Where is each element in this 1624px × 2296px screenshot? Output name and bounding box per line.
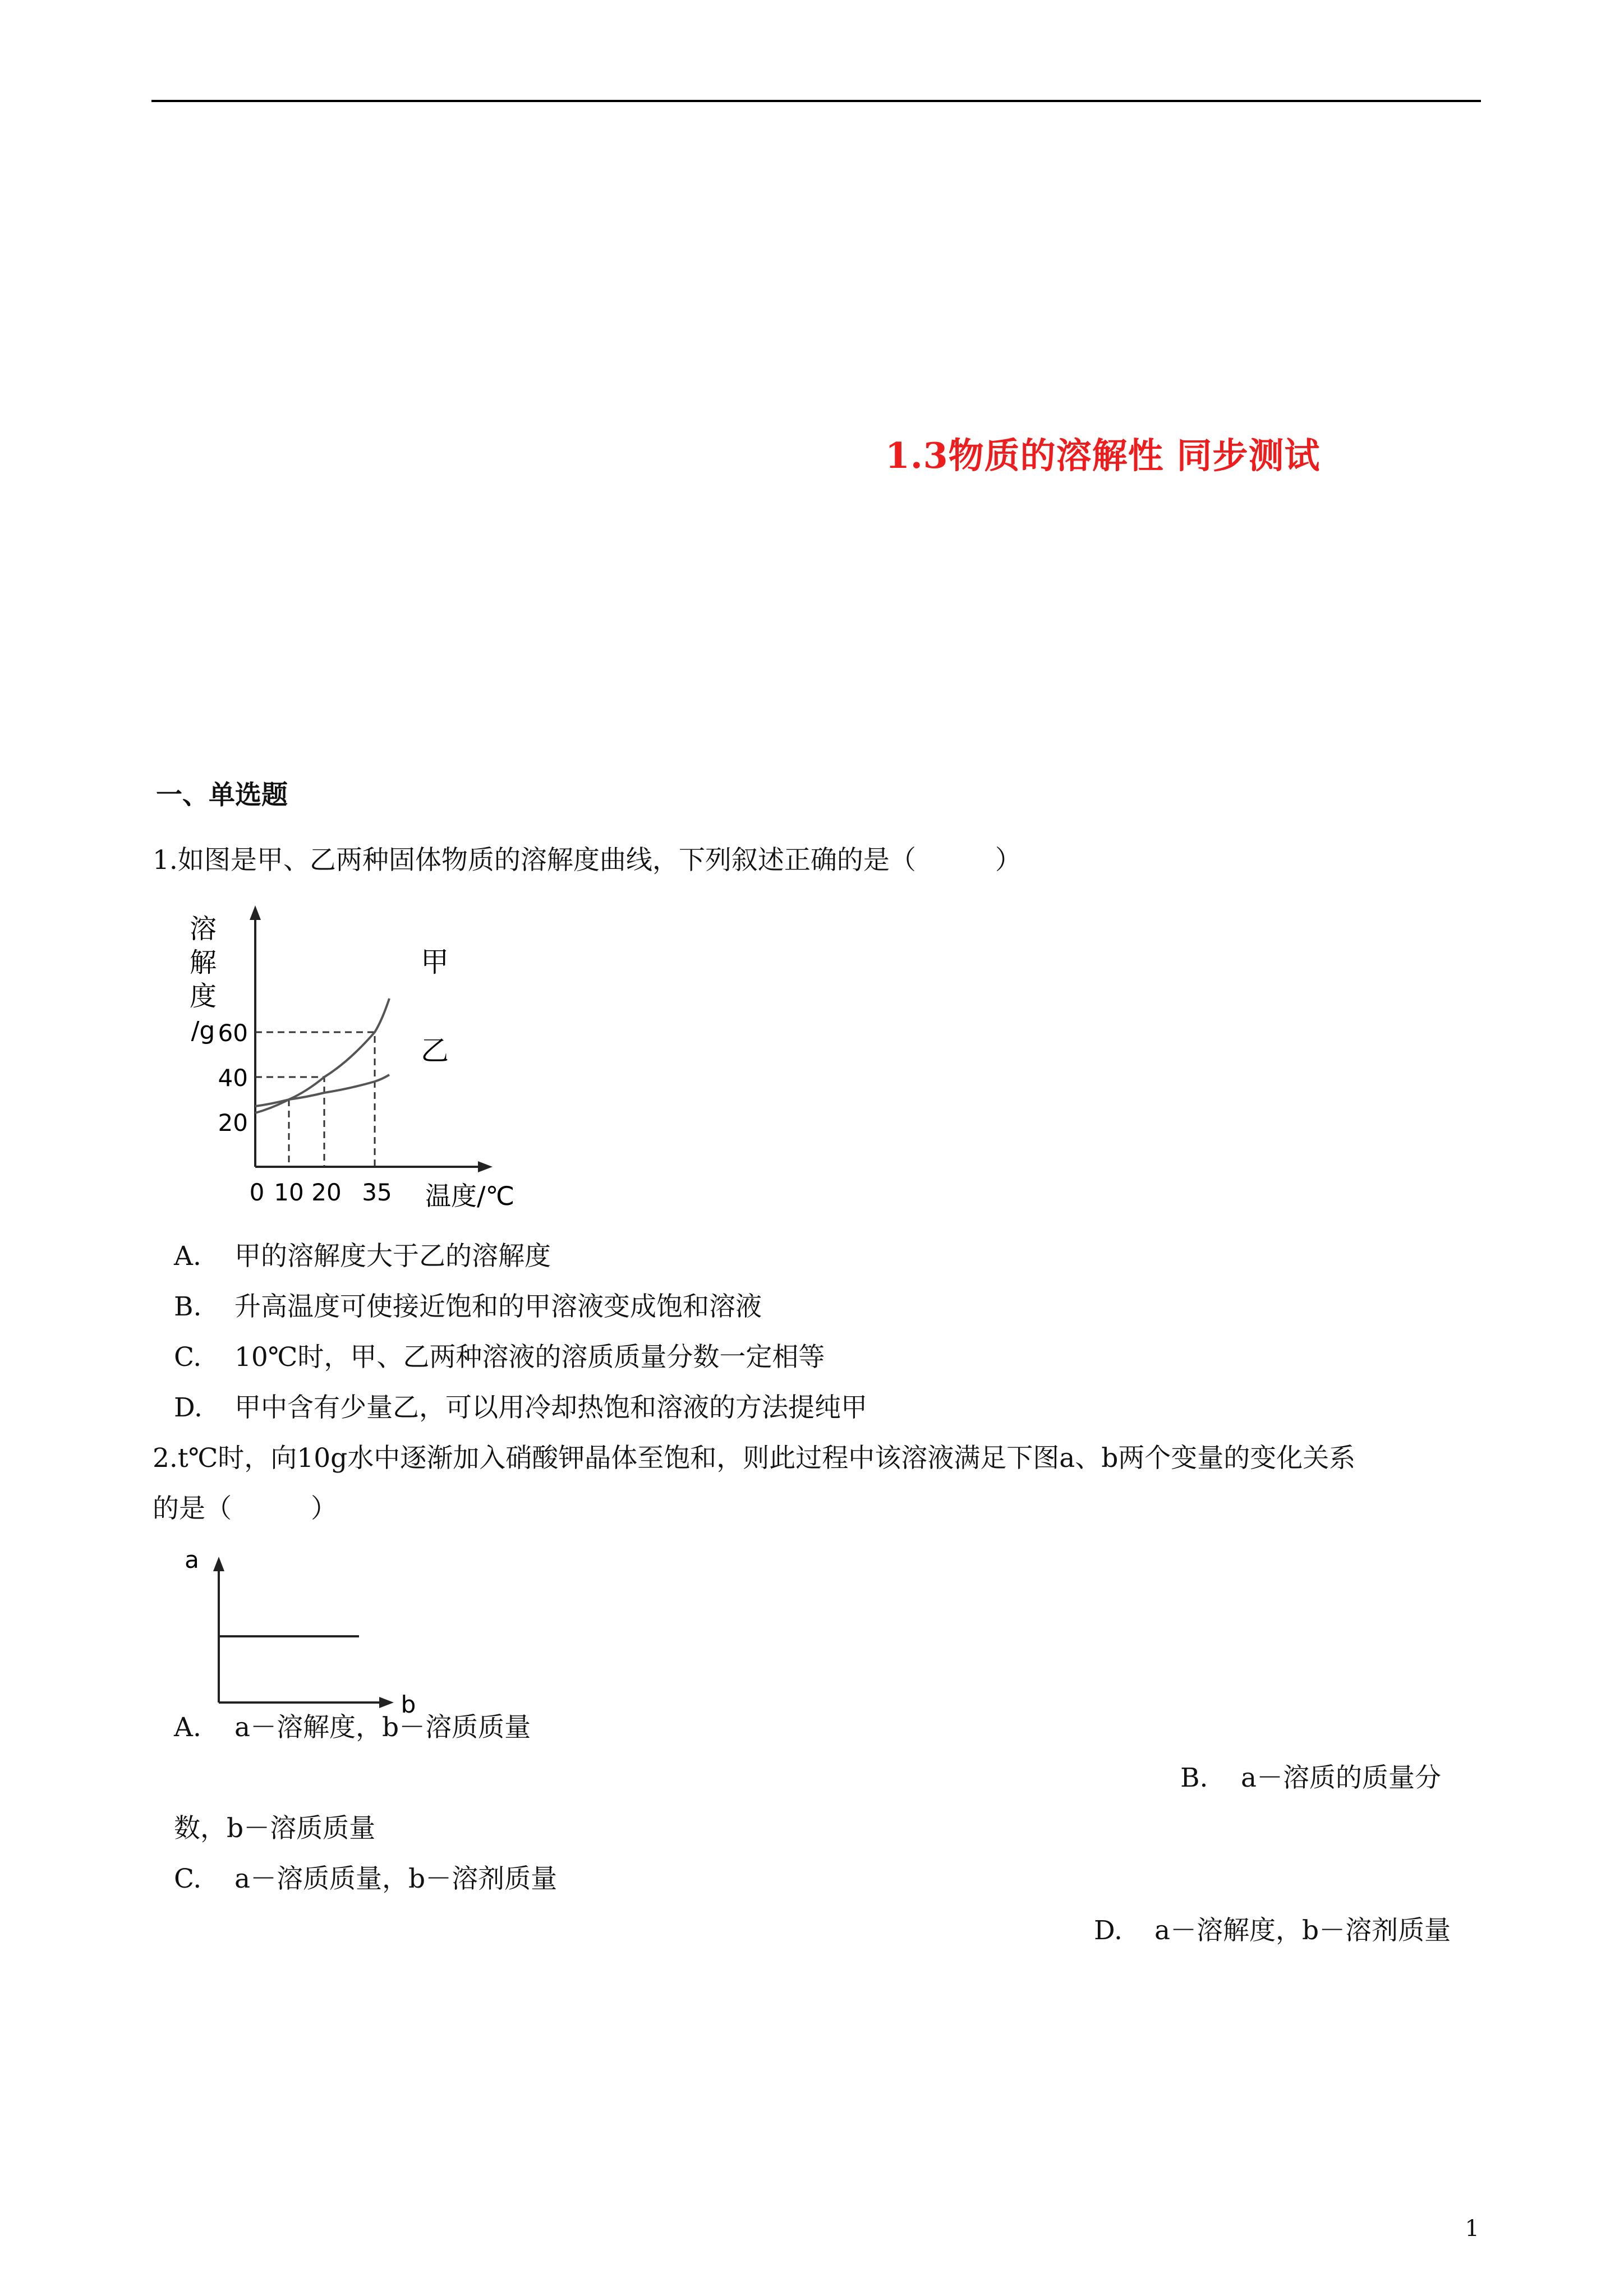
x-axis-label: 温度/℃ — [425, 1181, 515, 1211]
option-text: 甲的溶解度大于乙的溶解度 — [234, 1241, 551, 1272]
option-text: a－溶解度，b－溶质质量 — [234, 1712, 531, 1743]
q2-option-a — [174, 1711, 531, 1745]
xtick-35: 35 — [362, 1179, 392, 1206]
graph-a-label: a — [185, 1546, 199, 1573]
ytick-20: 20 — [218, 1109, 248, 1137]
question-2-stem-line2: 的是（ ） — [153, 1493, 337, 1524]
page-number: 1 — [1465, 2216, 1479, 2242]
page-title: 1.3物质的溶解性 同步测试 — [885, 435, 1321, 476]
ylabel-char-3: 度 — [189, 981, 217, 1012]
series-label-yi: 乙 — [421, 1034, 449, 1067]
graph-x-arrow — [379, 1697, 394, 1708]
option-letter: B. — [174, 1291, 202, 1322]
series-label-jia: 甲 — [421, 946, 449, 978]
graph-b-label: b — [401, 1691, 416, 1714]
option-letter: B. — [1180, 1763, 1208, 1793]
section-heading: 一、单选题 — [156, 780, 288, 811]
x-axis-arrow — [478, 1161, 493, 1172]
xtick-0: 0 — [249, 1179, 265, 1206]
q2-option-d — [1094, 1914, 1451, 1948]
ylabel-char-2: 解 — [189, 947, 217, 978]
y-axis-arrow — [250, 905, 261, 920]
option-text: 甲中含有少量乙，可以用冷却热饱和溶液的方法提纯甲 — [234, 1392, 867, 1423]
option-text: a－溶质的质量分 — [1241, 1763, 1442, 1793]
option-letter: C. — [174, 1864, 202, 1894]
option-text: 10℃时，甲、乙两种溶液的溶质质量分数一定相等 — [234, 1342, 825, 1373]
solubility-chart — [180, 898, 550, 1212]
q1-option-d — [174, 1391, 867, 1425]
option-letter: A. — [174, 1712, 201, 1743]
option-letter: C. — [174, 1342, 202, 1373]
option-letter: D. — [1094, 1915, 1122, 1946]
header-rule — [151, 100, 1481, 102]
xtick-20: 20 — [311, 1179, 342, 1206]
option-text: a－溶解度，b－溶剂质量 — [1154, 1915, 1451, 1946]
question-1-stem: 1.如图是甲、乙两种固体物质的溶解度曲线，下列叙述正确的是（ ） — [153, 845, 1022, 876]
q1-option-b — [174, 1290, 762, 1324]
option-text: a－溶质质量，b－溶剂质量 — [234, 1864, 558, 1894]
q1-option-c — [174, 1341, 825, 1374]
q1-option-a — [174, 1240, 551, 1273]
q2-option-b — [1180, 1761, 1441, 1795]
ylabel-char-1: 溶 — [189, 913, 217, 945]
curve-jia — [255, 999, 389, 1113]
q2-option-b-continued: 数，b－溶质质量 — [174, 1813, 376, 1844]
ab-graph — [180, 1540, 426, 1714]
option-letter: D. — [174, 1392, 203, 1423]
ytick-60: 60 — [218, 1019, 248, 1047]
ylabel-char-4: /g — [191, 1016, 215, 1045]
xtick-10: 10 — [274, 1179, 304, 1206]
ytick-40: 40 — [218, 1064, 248, 1092]
q2-option-c — [174, 1862, 557, 1896]
graph-y-arrow — [213, 1557, 224, 1571]
question-2-stem-line1: 2.t℃时，向10g水中逐渐加入硝酸钾晶体至饱和，则此过程中该溶液满足下图a、b两个变量的变化关系 — [153, 1443, 1356, 1474]
option-letter: A. — [174, 1241, 201, 1272]
option-text: 升高温度可使接近饱和的甲溶液变成饱和溶液 — [234, 1291, 762, 1322]
